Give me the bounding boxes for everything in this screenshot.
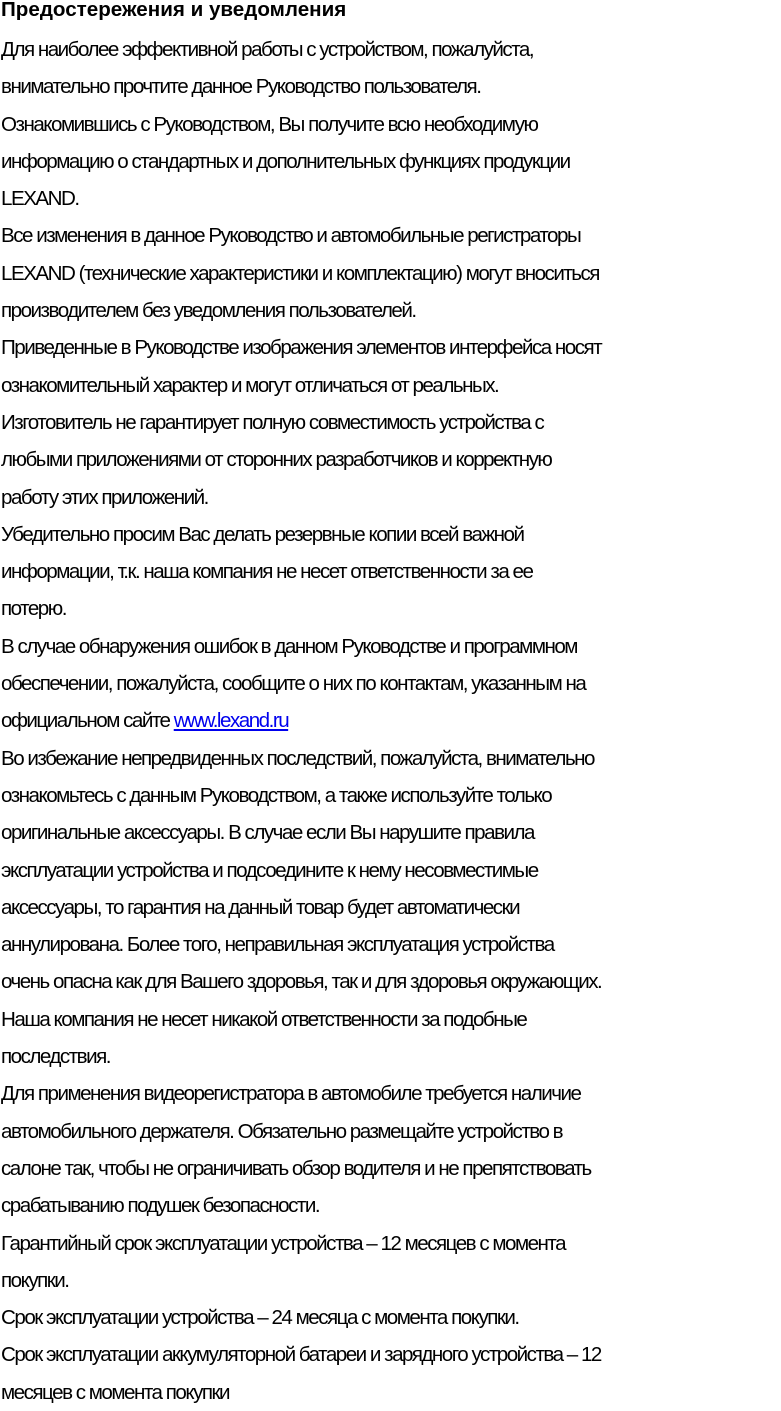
- text-line: ознакомьтесь с данным Руководством, а также используйте только: [1, 783, 552, 807]
- text-line: Срок эксплуатации устройства – 24 месяца с момента покупки.: [1, 1306, 519, 1330]
- document-body: [1, 0, 781, 1411]
- text-line: Для применения видеорегистратора в автомобиле требуется наличие: [1, 1082, 581, 1106]
- text-line: Наша компания не несет никакой ответственности за подобные: [1, 1007, 527, 1031]
- paragraph-images: [1, 329, 781, 404]
- text-line: последствия.: [1, 1045, 110, 1069]
- paragraph-holder: [1, 1075, 781, 1224]
- website-link[interactable]: www.lexand.ru: [173, 709, 289, 733]
- document-title: Предостережения и уведомления: [1, 0, 347, 21]
- paragraph-backup: [1, 516, 781, 628]
- text-line: ознакомительный характер и могут отличаться от реальных.: [1, 373, 499, 397]
- text-line: оригинальные аксессуары. В случае если Вы нарушите правила: [1, 821, 534, 845]
- paragraph-battery-life: [1, 1336, 781, 1411]
- text-line: производителем без уведомления пользователей.: [1, 299, 416, 323]
- text-line: обеспечении, пожалуйста, сообщите о них по контактам, указанным на: [1, 672, 586, 696]
- text-line: Срок эксплуатации аккумуляторной батареи и зарядного устройства – 12: [1, 1343, 601, 1367]
- text-line: Во избежание непредвиденных последствий, пожалуйста, внимательно: [1, 746, 595, 770]
- paragraph-warranty: [1, 1225, 781, 1300]
- text-line: Для наиболее эффективной работы с устройством, пожалуйста,: [1, 38, 534, 61]
- text-line: информации, т.к. наша компания не несет ответственности за ее: [1, 560, 533, 584]
- text-line: аннулирована. Более того, неправильная эксплуатация устройства: [1, 933, 554, 957]
- paragraph-info: [1, 106, 781, 218]
- link-prefix-text: официальном сайте: [1, 709, 174, 733]
- paragraph-changes: [1, 217, 781, 329]
- text-line: очень опасна как для Вашего здоровья, так и для здоровья окружающих.: [1, 970, 602, 994]
- text-line: месяцев с момента покупки: [1, 1380, 230, 1404]
- text-line: аксессуары, то гарантия на данный товар будет автоматически: [1, 895, 520, 919]
- text-line: автомобильного держателя. Обязательно размещайте устройство в: [1, 1119, 563, 1143]
- text-line: Гарантийный срок эксплуатации устройства – 12 месяцев с момента: [1, 1231, 566, 1255]
- text-line: покупки.: [1, 1268, 69, 1292]
- text-line: эксплуатации устройства и подсоедините к нему несовместимые: [1, 858, 538, 882]
- text-line: В случае обнаружения ошибок в данном Руководстве и программном: [1, 634, 577, 658]
- text-line: Все изменения в данное Руководство и автомобильные регистраторы: [1, 224, 581, 248]
- text-line-with-link: [1, 702, 781, 739]
- text-line: срабатыванию подушек безопасности.: [1, 1194, 320, 1218]
- paragraph-accessories: [1, 740, 781, 1076]
- paragraph-compatibility: [1, 404, 781, 516]
- text-line: LEXAND (технические характеристики и комплектацию) могут вноситься: [1, 261, 599, 285]
- text-line: информацию о стандартных и дополнительных функциях продукции: [1, 149, 570, 173]
- text-line: Приведенные в Руководстве изображения элементов интерфейса носят: [1, 336, 602, 360]
- text-line: работу этих приложений.: [1, 485, 208, 509]
- paragraph-errors: [1, 628, 781, 740]
- text-line: Изготовитель не гарантирует полную совместимость устройства с: [1, 410, 544, 434]
- text-line: потерю.: [1, 597, 66, 621]
- text-line: LEXAND.: [1, 187, 79, 211]
- text-line: Убедительно просим Вас делать резервные копии всей важной: [1, 522, 524, 546]
- paragraph-service-life: [1, 1299, 781, 1336]
- text-line: салоне так, чтобы не ограничивать обзор водителя и не препятствовать: [1, 1156, 591, 1180]
- paragraph-read-manual: [1, 31, 781, 106]
- text-line: Ознакомившись с Руководством, Вы получите всю необходимую: [1, 112, 538, 136]
- text-line: любыми приложениями от сторонних разработчиков и корректную: [1, 448, 552, 472]
- text-line: внимательно прочтите данное Руководство пользователя.: [1, 75, 481, 99]
